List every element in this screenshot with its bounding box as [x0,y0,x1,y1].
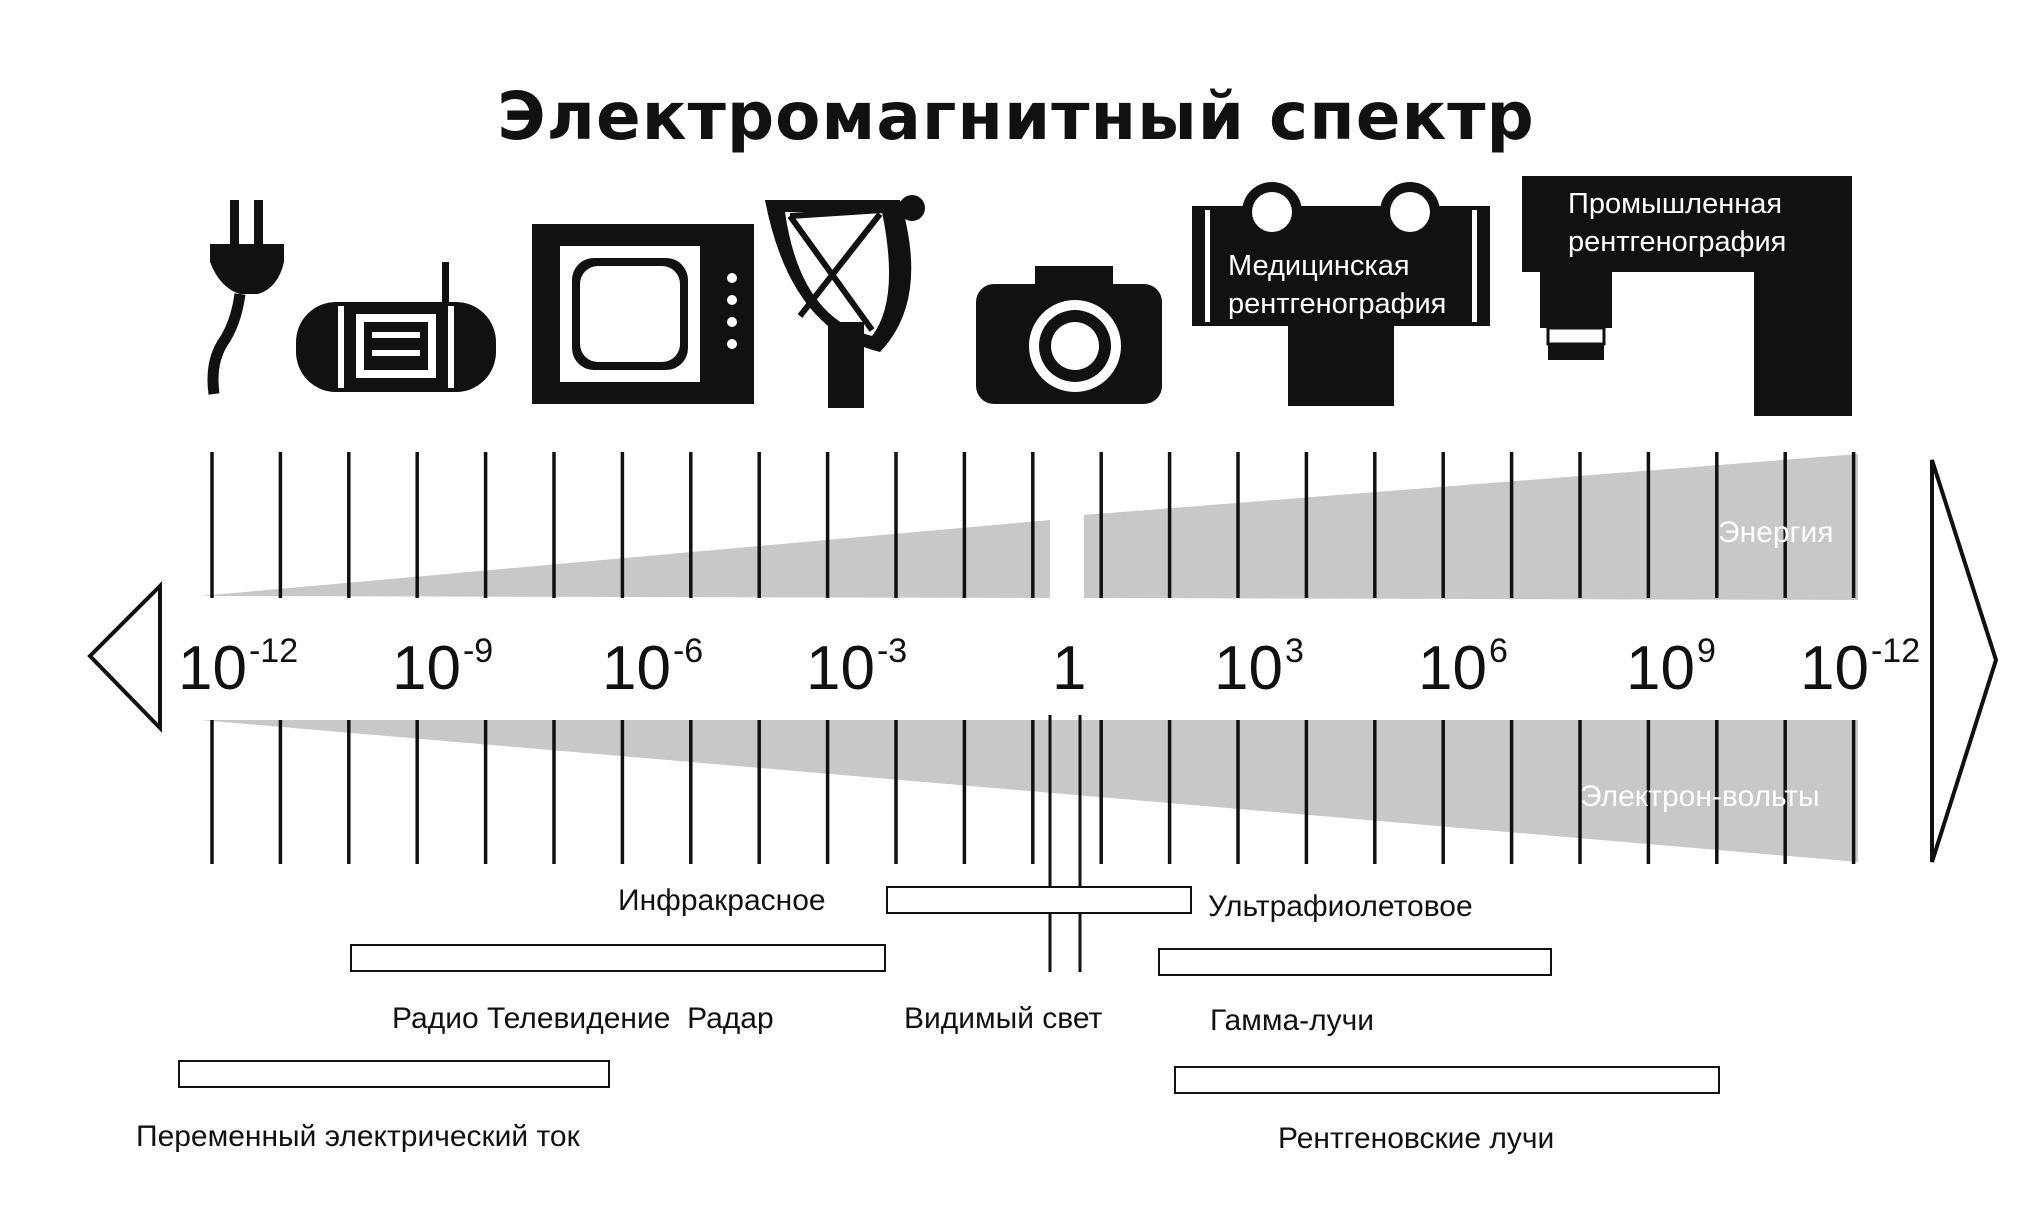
scale-label-exponent: 9 [1696,632,1716,670]
scale-label-base: 10 [602,634,671,703]
scale-label-exponent: -9 [462,632,494,670]
scale-label-exponent: -6 [672,632,704,670]
scale-label [392,632,494,703]
energy-wedge-top-left [200,520,1050,598]
medical-xray-label-line-2: рентгенография [1228,287,1447,320]
scale-label-base: 10 [1800,634,1869,703]
scale-label-exponent: 6 [1488,632,1508,670]
scale-label-exponent: -12 [1870,632,1921,670]
visible-light-label: Видимый свет [904,1002,1103,1035]
xray-label: Рентгеновские лучи [1278,1122,1555,1155]
radio-tv-radar-label: Радио Телевидение Радар [392,1002,774,1035]
scale-label [1052,634,1087,703]
scale-label [806,632,908,703]
scale-label-exponent: -12 [248,632,299,670]
gamma-label: Гамма-лучи [1210,1004,1375,1037]
gamma-bar [1158,948,1552,976]
scale-label [1800,632,1921,703]
ac-current-label: Переменный электрический ток [136,1120,580,1153]
medical-xray-label [1228,248,1446,323]
diagram-title: Электромагнитный спектр [497,78,1535,155]
scale-label [178,632,299,703]
scale-label [602,632,704,703]
scale-label-base: 1 [1052,634,1087,703]
industrial-xray-label-line-2: рентгенография [1568,225,1787,258]
right-arrow-icon [1932,460,1996,862]
industrial-xray-label [1568,186,1786,261]
scale-label-base: 10 [178,634,247,703]
scale-label [1626,632,1716,703]
scale-label-base: 10 [1418,634,1487,703]
infrared-ultraviolet-bar [886,886,1192,914]
satellite-dish-icon [765,195,925,408]
energy-label: Энергия [1718,516,1834,549]
industrial-xray-label-line-1: Промышленная [1568,188,1783,220]
power-plug-icon [210,200,284,394]
scale-label-base: 10 [1626,634,1695,703]
scale-label [1214,632,1304,703]
radio-icon [296,262,496,392]
scale-label-base: 10 [1214,634,1283,703]
scale-label-base: 10 [806,634,875,703]
electron-volts-label: Электрон-вольты [1580,780,1820,813]
scale-label-base: 10 [392,634,461,703]
scale-label-exponent: 3 [1284,632,1304,670]
ac-current-bar [178,1060,610,1088]
scale-label [1418,632,1508,703]
television-icon [532,224,754,404]
xray-bar [1174,1066,1720,1094]
scale-label-exponent: -3 [876,632,908,670]
ultraviolet-label: Ультрафиолетовое [1208,890,1473,923]
camera-icon [976,266,1162,404]
infrared-label: Инфракрасное [618,884,826,917]
radio-tv-radar-bar [350,944,886,972]
medical-xray-label-line-1: Медицинская [1228,250,1410,282]
left-arrow-icon [90,586,160,728]
